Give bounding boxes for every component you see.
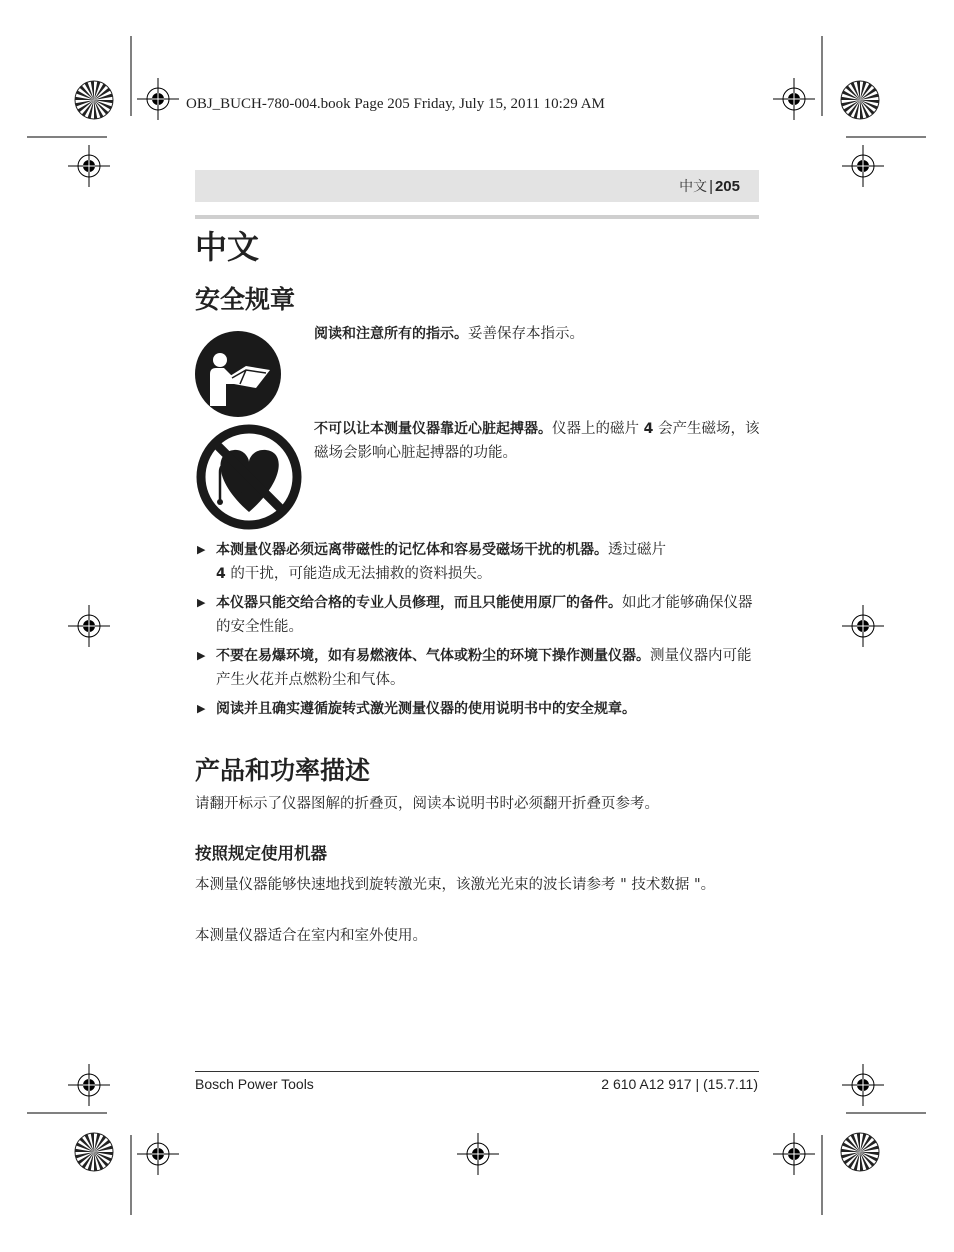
bullet-ref: 4 (216, 566, 226, 582)
bullet-lead: 阅读并且确实遵循旋转式激光测量仪器的使用说明书中的安全规章。 (216, 701, 636, 717)
safety-instruction-1-lead: 阅读和注意所有的指示。 (314, 326, 468, 342)
bullet-text-a: 透过磁片 (608, 542, 666, 558)
footer-publisher: Bosch Power Tools (195, 1076, 314, 1092)
safety-instruction-2-ref: 4 (643, 421, 654, 437)
safety-bullet-list (197, 538, 761, 726)
registration-mark-icon (842, 145, 884, 187)
footer-doc-number: 2 610 A12 917 | (15.7.11) (601, 1076, 758, 1092)
safety-instruction-2 (314, 417, 760, 465)
bullet-lead: 不要在易爆环境，如有易燃液体、气体或粉尘的环境下操作测量仪器。 (216, 648, 650, 664)
bullet-text-b: 的干扰，可能造成无法捕救的资料损失。 (230, 566, 492, 582)
list-item (197, 697, 761, 721)
footer-rule (195, 1071, 759, 1072)
safety-instruction-2-lead: 不可以让本测量仪器靠近心脏起搏器。 (314, 421, 552, 437)
safety-instruction-2-text-a: 仪器上的磁片 (552, 421, 639, 437)
product-heading: 产品和功率描述 (195, 756, 371, 785)
safety-instruction-1-text: 妥善保存本指示。 (468, 326, 584, 342)
bullet-text: 测量仪器内可能产生火花并点燃粉尘和气体。 (216, 648, 752, 688)
header-band (195, 170, 759, 202)
safety-heading: 安全规章 (195, 285, 296, 314)
registration-mark-icon (842, 605, 884, 647)
registration-mark-icon (773, 78, 815, 120)
registration-mark-icon (68, 145, 110, 187)
list-item (197, 538, 761, 586)
page-number: 205 (714, 178, 740, 195)
color-target-icon (74, 1132, 114, 1172)
running-head-separator: | (709, 178, 713, 195)
bullet-lead: 本仪器只能交给合格的专业人员修理，而且只能使用原厂的备件。 (216, 595, 622, 611)
header-rule (195, 215, 759, 219)
bullet-arrow-icon: ▶ (197, 649, 206, 662)
intended-use-heading: 按照规定使用机器 (195, 844, 327, 863)
color-target-icon (840, 1132, 880, 1172)
book-info-line: OBJ_BUCH-780-004.book Page 205 Friday, July 15, 2011 10:29 AM (186, 96, 605, 112)
registration-mark-icon (137, 78, 179, 120)
bullet-lead: 本测量仪器必须远离带磁性的记忆体和容易受磁场干扰的机器。 (216, 542, 608, 558)
list-item (197, 644, 761, 692)
registration-mark-icon (773, 1133, 815, 1175)
running-head-language: 中文 (679, 179, 708, 195)
bullet-text: 如此才能够确保仪器的安全性能。 (216, 595, 753, 635)
registration-mark-icon (137, 1133, 179, 1175)
color-target-icon (840, 80, 880, 120)
intended-use-para-1: 本测量仪器能够快速地找到旋转激光束，该激光光束的波长请参考 " 技术数据 "。 (195, 877, 716, 893)
intended-use-para-2: 本测量仪器适合在室内和室外使用。 (195, 928, 427, 944)
safety-instruction-1 (314, 322, 760, 346)
running-head (679, 176, 740, 196)
no-pacemaker-icon (194, 422, 304, 536)
color-target-icon (74, 80, 114, 120)
read-manual-icon (194, 330, 282, 422)
registration-mark-icon (842, 1064, 884, 1106)
safety-instruction-2-text-b: 会产生磁场，该磁场会影响心脏起搏器的功能。 (314, 421, 760, 461)
registration-mark-icon (68, 1064, 110, 1106)
list-item (197, 591, 761, 639)
product-intro: 请翻开标示了仪器图解的折叠页，阅读本说明书时必须翻开折叠页参考。 (195, 796, 659, 812)
page-title: 中文 (195, 228, 260, 266)
registration-mark-icon (457, 1133, 499, 1175)
bullet-arrow-icon: ▶ (197, 702, 206, 715)
bullet-arrow-icon: ▶ (197, 596, 206, 609)
bullet-arrow-icon: ▶ (197, 543, 206, 556)
registration-mark-icon (68, 605, 110, 647)
